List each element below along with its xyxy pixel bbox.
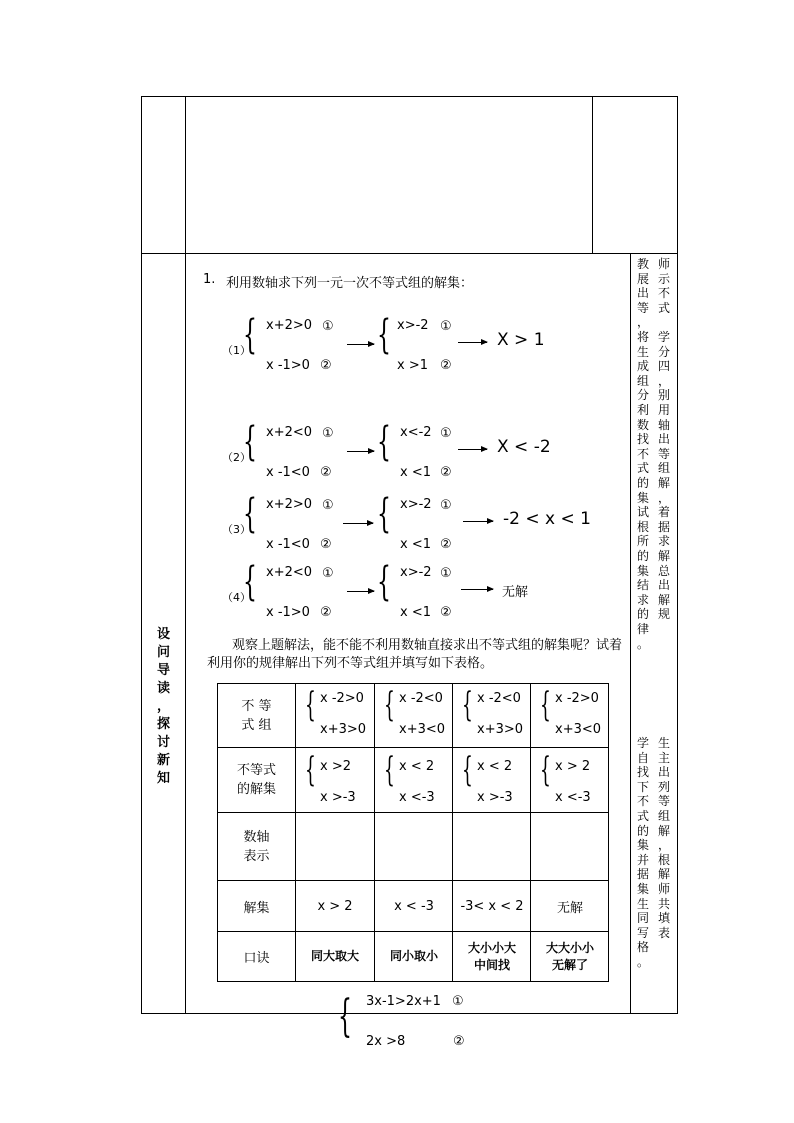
note-char: 式 <box>636 461 649 476</box>
example-label: （4） <box>222 591 251 604</box>
ineq-b: x -1<0 <box>266 465 310 480</box>
system-ineq-b: x+3<0 <box>555 722 602 737</box>
note-char: 不 <box>657 286 670 301</box>
arrow-icon <box>347 591 374 592</box>
note-char: 组 <box>657 809 670 823</box>
note-char: 求 <box>636 592 649 607</box>
solution-a: x < 2 <box>399 759 435 774</box>
note-char: 组 <box>636 373 649 388</box>
brace-icon: { <box>384 750 395 790</box>
frame-left <box>141 96 142 1014</box>
ineq-b-num: ② <box>320 537 332 552</box>
ineq-c: x>-2 <box>400 565 432 580</box>
brace-icon: { <box>377 419 391 465</box>
ineq-a: x+2<0 <box>266 425 313 440</box>
system-ineq-b: x+3<0 <box>399 722 446 737</box>
note-char: 展 <box>636 271 649 286</box>
note-char: 学 <box>636 736 649 750</box>
ineq-a-num: ① <box>322 319 334 334</box>
note-char: 自 <box>636 750 649 765</box>
note-char: 试 <box>636 505 649 520</box>
frame-col2-top <box>592 96 593 254</box>
note-char: 等 <box>657 794 670 809</box>
ineq-c: x<-2 <box>400 425 432 440</box>
note-char: 列 <box>657 779 670 794</box>
note-char: 利 <box>636 403 649 417</box>
note-char: 不 <box>636 446 649 461</box>
arrow-icon <box>343 523 373 524</box>
note-char: 式 <box>636 809 649 823</box>
frame-bottom <box>141 1013 678 1014</box>
note-char: 教 <box>636 257 649 271</box>
arrow-icon <box>461 589 493 590</box>
note-char: 规 <box>657 607 670 622</box>
question-number: 1. <box>203 272 216 287</box>
note-char: 主 <box>657 750 670 765</box>
note-char: 。 <box>636 955 649 969</box>
frame-top <box>141 96 678 97</box>
solution-b: x <-3 <box>555 790 591 805</box>
ineq-c-num: ① <box>440 426 452 441</box>
system-ineq-b: x+3>0 <box>477 722 524 737</box>
example-label: （1） <box>222 344 251 357</box>
note-char: 结 <box>636 578 649 593</box>
system-ineq-a: x -2>0 <box>320 691 364 706</box>
note-char: 出 <box>657 432 670 447</box>
note-char: 轴 <box>657 417 670 432</box>
note-char: 解 <box>657 592 670 607</box>
brace-icon: { <box>462 750 473 790</box>
note-char: 四 <box>657 359 670 374</box>
brace-icon: { <box>243 312 257 358</box>
note-char: 出 <box>636 286 649 301</box>
note-char: 分 <box>657 344 670 359</box>
note-char: 共 <box>657 896 670 911</box>
brace-icon: { <box>305 685 316 725</box>
system-ineq-a: x -2<0 <box>477 691 521 706</box>
solution-a: x < 2 <box>477 759 513 774</box>
note-char: 解 <box>657 867 670 882</box>
ineq-a-num: ① <box>322 426 334 441</box>
note-char: ， <box>657 373 670 388</box>
note-char: 着 <box>657 505 670 520</box>
note-char: 表 <box>657 925 670 940</box>
note-char: ， <box>657 838 670 853</box>
note-char: 集 <box>636 882 649 896</box>
note-char: 生 <box>636 344 649 359</box>
example-label: （2） <box>222 451 251 464</box>
ineq-a-num: ① <box>322 566 334 581</box>
section-label-char: 知 <box>157 771 171 786</box>
note-char: 组 <box>657 461 670 476</box>
section-label-char: 设 <box>157 627 171 642</box>
brace-icon: { <box>338 991 352 1042</box>
note-char: 的 <box>636 476 649 490</box>
arrow-icon <box>347 451 374 452</box>
brace-icon: { <box>377 312 391 358</box>
section-label-char: 问 <box>157 645 171 660</box>
brace-icon: { <box>462 685 473 725</box>
note-char: 根 <box>657 852 670 867</box>
arrow-icon <box>347 344 374 345</box>
ineq-a: x+2>0 <box>266 497 313 512</box>
system-ineq-a: x -2>0 <box>555 691 599 706</box>
section-label-char: 导 <box>157 663 171 678</box>
note-char: 求 <box>657 534 670 549</box>
brace-icon: { <box>377 559 391 605</box>
ineq-d-num: ② <box>440 358 452 373</box>
frame-col1 <box>185 96 186 1014</box>
brace-icon: { <box>243 559 257 605</box>
note-char: 律 <box>636 622 649 636</box>
example-label: （3） <box>222 523 251 536</box>
note-char: 分 <box>636 388 649 403</box>
section-label-char: 探 <box>157 717 171 732</box>
ineq-c: x>-2 <box>400 497 432 512</box>
note-char: 填 <box>657 911 670 926</box>
answer-cell: 无解 <box>556 900 583 916</box>
note-char: 集 <box>636 490 649 505</box>
note-char: 集 <box>636 563 649 578</box>
answer-cell: x < -3 <box>394 898 434 914</box>
note-char: 解 <box>657 549 670 563</box>
ineq-d: x <1 <box>400 537 431 552</box>
rhyme-cell: 同大取大 <box>310 949 359 963</box>
ineq-b: x -1>0 <box>266 358 310 373</box>
section-label-char: 新 <box>157 753 171 768</box>
table-line <box>217 981 609 982</box>
ineq-a-num: ① <box>322 498 334 513</box>
ineq-b-num: ② <box>320 605 332 620</box>
ineq-d-num: ② <box>440 537 452 552</box>
row-header-answer: 解集 <box>243 900 270 916</box>
rhyme-cell: 大大小小 无解了 <box>545 940 594 972</box>
example-result: 无解 <box>502 585 529 600</box>
note-char: 出 <box>657 765 670 780</box>
brace-icon: { <box>377 491 391 537</box>
system-ineq-a: x -2<0 <box>399 691 443 706</box>
note-char: 总 <box>657 563 670 578</box>
note-char: 学 <box>657 330 670 344</box>
answer-cell: -3< x < 2 <box>460 898 524 914</box>
note-char: 师 <box>657 882 670 896</box>
brace-icon: { <box>243 419 257 465</box>
ineq-c-num: ① <box>440 498 452 513</box>
note-char: 格 <box>636 940 649 955</box>
brace-icon: { <box>243 491 257 537</box>
brace-icon: { <box>384 685 395 725</box>
note-char: 别 <box>657 388 670 403</box>
answer-cell: x > 2 <box>317 898 353 914</box>
arrow-icon <box>458 342 487 343</box>
row-header-solution: 不等式 的解集 <box>236 763 276 797</box>
solution-b: x >-3 <box>477 790 513 805</box>
section-label-char: 读 <box>157 681 171 696</box>
row-header-numberline: 数轴 表示 <box>243 829 270 864</box>
note-char: 出 <box>657 578 670 593</box>
bottom-ineq-b-num: ② <box>453 1034 465 1049</box>
note-char: 解 <box>657 476 670 490</box>
ineq-d-num: ② <box>440 465 452 480</box>
note-char: ， <box>657 490 670 505</box>
example-result: X > 1 <box>497 330 545 350</box>
example-result: X < -2 <box>497 437 551 457</box>
note-char: 成 <box>636 359 649 374</box>
note-char: 示 <box>657 271 670 286</box>
note-char: 生 <box>636 896 649 911</box>
note-char: 。 <box>636 636 649 651</box>
note-char: 的 <box>636 823 649 838</box>
note-char: 集 <box>636 838 649 853</box>
ineq-a: x+2<0 <box>266 565 313 580</box>
ineq-d-num: ② <box>440 605 452 620</box>
ineq-c-num: ① <box>440 566 452 581</box>
ineq-d: x >1 <box>397 358 428 373</box>
note-char: 解 <box>657 823 670 838</box>
ineq-c-num: ① <box>440 319 452 334</box>
note-char: 的 <box>636 607 649 622</box>
brace-icon: { <box>540 750 551 790</box>
note-char: 等 <box>657 446 670 461</box>
note-char: 师 <box>657 257 670 271</box>
note-char: 找 <box>636 765 649 780</box>
note-char: 的 <box>636 549 649 563</box>
bottom-ineq-b: 2x >8 <box>366 1034 406 1049</box>
ineq-d: x <1 <box>400 605 431 620</box>
observe-line-1: 观察上题解法，能不能不利用数轴直接求出不等式组的解集呢？试着 <box>232 638 623 653</box>
observe-line-2: 利用你的规律解出下列不等式组并填写如下表格。 <box>207 656 494 671</box>
ineq-a: x+2>0 <box>266 318 313 333</box>
note-char: 同 <box>636 911 649 926</box>
system-ineq-b: x+3>0 <box>320 722 367 737</box>
section-label <box>157 626 179 788</box>
note-char: 写 <box>636 925 649 940</box>
note-char: 将 <box>636 330 649 344</box>
brace-icon: { <box>540 685 551 725</box>
frame-row-divider <box>141 253 678 254</box>
solution-a: x >2 <box>320 759 351 774</box>
solution-a: x > 2 <box>555 759 591 774</box>
note-char: 根 <box>636 519 649 534</box>
solution-b: x <-3 <box>399 790 435 805</box>
rhyme-cell: 同小取小 <box>389 949 438 963</box>
rhyme-cell: 大小小大 中间找 <box>467 940 516 972</box>
bottom-ineq-a-num: ① <box>452 994 464 1009</box>
ineq-d: x <1 <box>400 465 431 480</box>
section-label-char: 讨 <box>157 735 171 750</box>
frame-col2-bottom <box>630 253 631 1014</box>
brace-icon: { <box>305 750 316 790</box>
solution-b: x >-3 <box>320 790 356 805</box>
note-char: 并 <box>636 852 649 867</box>
note-char: 不 <box>636 794 649 809</box>
row-header-system: 不 等 式 组 <box>241 698 272 733</box>
question-text: 利用数轴求下列一元一次不等式组的解集： <box>226 276 474 291</box>
note-char: 下 <box>636 779 649 794</box>
frame-right <box>677 96 678 1014</box>
ineq-b: x -1<0 <box>266 537 310 552</box>
bottom-ineq-a: 3x-1>2x+1 <box>366 994 441 1009</box>
ineq-c: x>-2 <box>397 318 429 333</box>
ineq-b-num: ② <box>320 465 332 480</box>
example-result: -2 < x < 1 <box>503 509 591 529</box>
note-char: ， <box>636 315 649 330</box>
note-char: 数 <box>636 417 649 432</box>
note-char: 式 <box>657 300 670 315</box>
arrow-icon <box>463 521 493 522</box>
note-char: 用 <box>657 403 670 417</box>
note-char: 等 <box>636 300 649 315</box>
section-label-char: ， <box>157 699 171 714</box>
note-char: 找 <box>636 432 649 447</box>
note-char: 据 <box>636 867 649 882</box>
ineq-b-num: ② <box>320 358 332 373</box>
ineq-b: x -1>0 <box>266 605 310 620</box>
note-char: 所 <box>636 534 649 549</box>
note-char: 据 <box>657 519 670 534</box>
arrow-icon <box>458 449 487 450</box>
note-char: 生 <box>657 736 670 750</box>
row-header-rhyme: 口诀 <box>243 951 270 966</box>
